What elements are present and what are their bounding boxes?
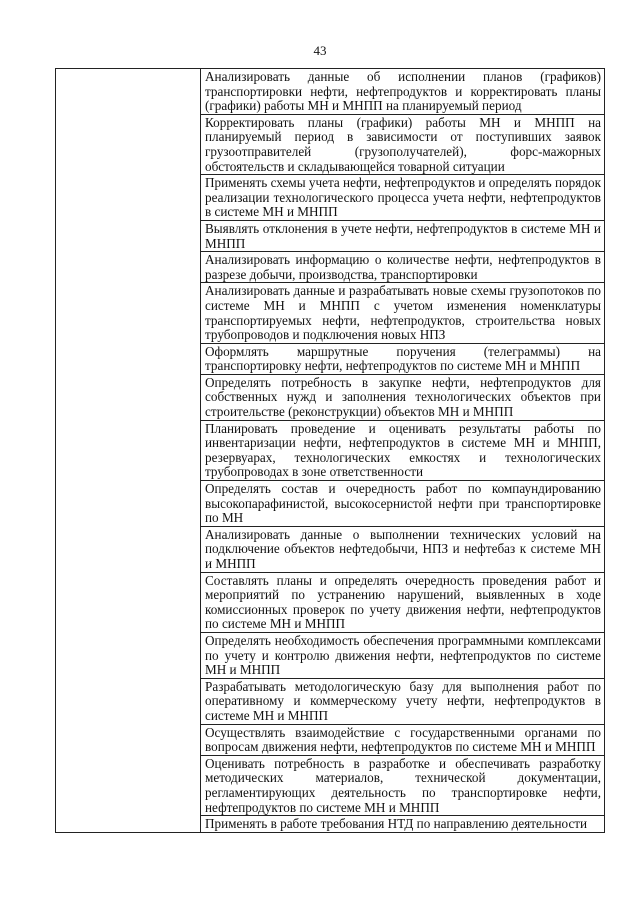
page-number: 43 — [313, 43, 327, 58]
duty-item: Применять схемы учета нефти, нефтепродуктов и определять порядок реализации технологического процесса учета нефти, нефтепродуктов в системе МН и МНПП — [201, 175, 605, 221]
duty-item: Определять потребность в закупке нефти, нефтепродуктов для собственных нужд и заполнения технологических объектов при строительстве (реконструкции) объектов МН и МНПП — [201, 374, 605, 420]
duty-item: Планировать проведение и оценивать результаты работы по инвентаризации нефти, нефтепродуктов в системе МН и МНПП, резервуарах, технологических емкостях и технологических трубопроводах в зоне ответственности — [201, 420, 605, 480]
table-row — [56, 69, 605, 115]
duty-item: Оценивать потребность в разработке и обеспечивать разработку методических материалов, технической документации, регламентирующих деятельность по транспортировке нефти, нефтепродуктов по системе МН и МНПП — [201, 755, 605, 815]
duty-item: Определять необходимость обеспечения программными комплексами по учету и контролю движения нефти, нефтепродуктов по системе МН и МНПП — [201, 632, 605, 678]
duty-item: Применять в работе требования НТД по направлению деятельности — [201, 816, 605, 833]
left-column-cell — [56, 69, 201, 833]
duty-item: Оформлять маршрутные поручения (телеграммы) на транспортировку нефти, нефтепродуктов по системе МН и МНПП — [201, 343, 605, 374]
duty-item: Корректировать планы (графики) работы МН и МНПП на планируемый период в зависимости от поступивших заявок грузоотправителей (грузополучателей), форс-мажорных обстоятельств и складывающейся товарной ситуации — [201, 114, 605, 174]
duty-item: Анализировать данные и разрабатывать новые схемы грузопотоков по системе МН и МНПП с учетом изменения номенклатуры транспортируемых нефти, нефтепродуктов, строительства новых трубопроводов и подключения новых НПЗ — [201, 283, 605, 343]
duty-item: Осуществлять взаимодействие с государственными органами по вопросам движения нефти, нефтепродуктов по системе МН и МНПП — [201, 724, 605, 755]
duty-item: Разрабатывать методологическую базу для выполнения работ по оперативному и коммерческому учету нефти, нефтепродуктов в системе МН и МНПП — [201, 678, 605, 724]
duty-item: Определять состав и очередность работ по компаундированию высокопарафинистой, высокосернистой нефти при транспортировке по МН — [201, 481, 605, 527]
duty-item: Выявлять отклонения в учете нефти, нефтепродуктов в системе МН и МНПП — [201, 220, 605, 251]
duty-item: Составлять планы и определять очередность проведения работ и мероприятий по устранению нарушений, выявленных в ходе комиссионных проверок по учету движения нефти, нефтепродуктов по системе МН и МНПП — [201, 572, 605, 632]
duty-item: Анализировать данные об исполнении планов (графиков) транспортировки нефти, нефтепродуктов и корректировать планы (графики) работы МН и МНПП на планируемый период — [201, 69, 605, 115]
duty-item: Анализировать данные о выполнении технических условий на подключение объектов нефтедобычи, НПЗ и нефтебаз к системе МН и МНПП — [201, 526, 605, 572]
duties-table — [55, 68, 605, 833]
duty-item: Анализировать информацию о количестве нефти, нефтепродуктов в разрезе добычи, производства, транспортировки — [201, 252, 605, 283]
